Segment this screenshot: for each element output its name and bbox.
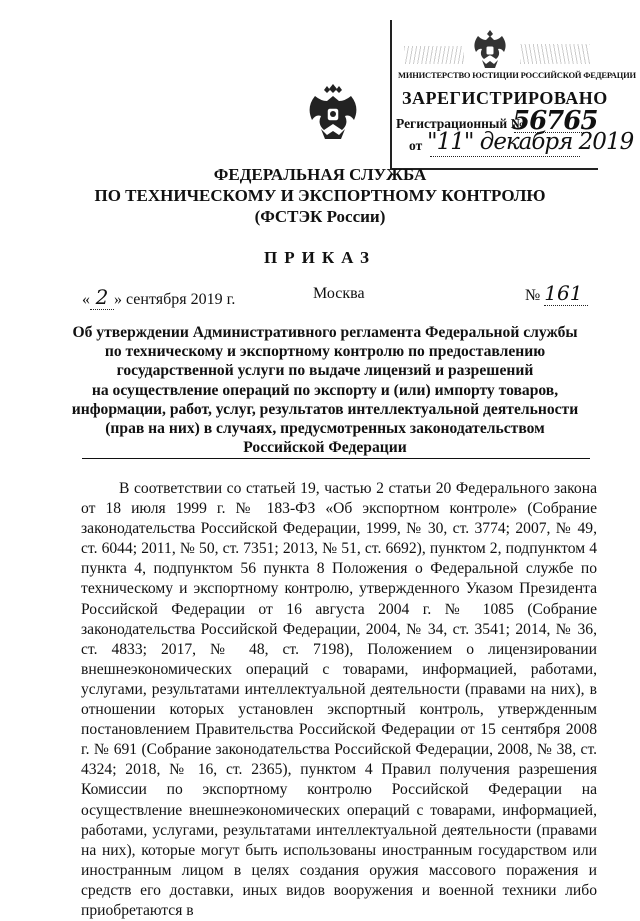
document-type: ПРИКАЗ — [264, 248, 376, 267]
order-number — [525, 281, 588, 306]
stamp-scribble-right — [520, 44, 590, 64]
stamp-reg-number: 56765 — [512, 106, 598, 136]
title-line: по техническому и экспортному контролю по предоставлению — [104, 343, 546, 361]
stamp-ministry: МИНИСТЕРСТВО ЮСТИЦИИ РОССИЙСКОЙ ФЕДЕРАЦИИ — [398, 70, 636, 80]
body-paragraph: В соответствии со статьей 19, частью 2 статьи 20 Федерального закона от 18 июля 1999 г. № 183-ФЗ «Об экспортном контроле» (Собрание законодательства Российской Федерации, 1999, № 30, ст. 3774; 2007, № 49, ст. 6044; 2011, № 50, ст. 7351; 2013, № 51, ст. 6692), пунктом 2, подпунктом 4 пункта 4, подпунктом 56 пункта 8 Положения о Федеральной службе по техническому и экспортному контролю, утвержденного Указом Президента Российской Федерации от 16 августа 2004 г. № 1085 (Собрание законодательства Российской Федерации, 2004, № 34, ст. 3541; 2014, № 36, ст. 4833; 2017, № 48, ст. 7198), Положением о лицензировании внешнеэкономических операций с товарами, информацией, работами, услугами, результатами интеллектуальной деятельности (правами на них), в отношении которых установлен экспортный контроль, утвержденным постановлением Правительства Российской Федерации от 15 сентября 2008 г. № 691 (Собрание законодательства Российской Федерации, 2008, № 38, ст. 4324; 2018, № 16, ст. 2365), пунктом 4 Правил получения разрешения Комиссии по экспортному контролю Российской Федерации на осуществление внешнеэкономических операций с товарами, информацией, работами, услугами, результатами интеллектуальной деятельности (правами на них), которые могут быть использованы иностранным государством или иностранным лицом в целях создания оружия массового поражения и средств его доставки, иных видов вооружения и военной техники либо приобретаются в — [81, 480, 597, 919]
org-line-1: ФЕДЕРАЛЬНАЯ СЛУЖБА — [213, 165, 427, 184]
order-date-quote-open: « — [82, 291, 90, 308]
coat-of-arms-icon — [303, 82, 363, 142]
title-line: государственной услуги по выдаче лицензий и разрешений — [116, 362, 534, 380]
stamp-coat-of-arms-icon — [468, 26, 512, 72]
title-line: Российской Федерации — [243, 439, 407, 457]
stamp-from-label: от — [409, 138, 423, 153]
order-number-label: № — [525, 287, 541, 304]
stamp-date-underline — [430, 156, 580, 157]
order-title — [60, 323, 590, 457]
stamp-scribble-left — [404, 46, 464, 64]
org-abbreviation: (ФСТЭК России) — [254, 207, 386, 226]
org-line-2: ПО ТЕХНИЧЕСКОМУ И ЭКСПОРТНОМУ КОНТРОЛЮ — [94, 186, 546, 205]
order-date-rest: » сентября 2019 г. — [114, 291, 236, 308]
title-line: на осуществление операций по экспорту и (или) импорту товаров, — [91, 381, 559, 399]
order-day: 2 — [90, 285, 114, 310]
order-city: Москва — [313, 285, 365, 302]
order-date — [82, 285, 235, 310]
title-line: Об утверждении Административного регламента Федеральной службы — [72, 324, 578, 341]
order-number-value: 161 — [544, 281, 588, 306]
title-divider — [82, 458, 590, 459]
stamp-reg-date: "11" декабря 2019 — [427, 129, 634, 155]
title-line: информации, работ, услуг, результатов интеллектуальной деятельности — [71, 400, 579, 418]
title-line: (прав на них) в случаях, предусмотренных законодательством — [105, 420, 545, 438]
stamp-registered: ЗАРЕГИСТРИРОВАНО — [402, 88, 608, 108]
stamp-reg-number-label: Регистрационный № — [396, 116, 525, 131]
